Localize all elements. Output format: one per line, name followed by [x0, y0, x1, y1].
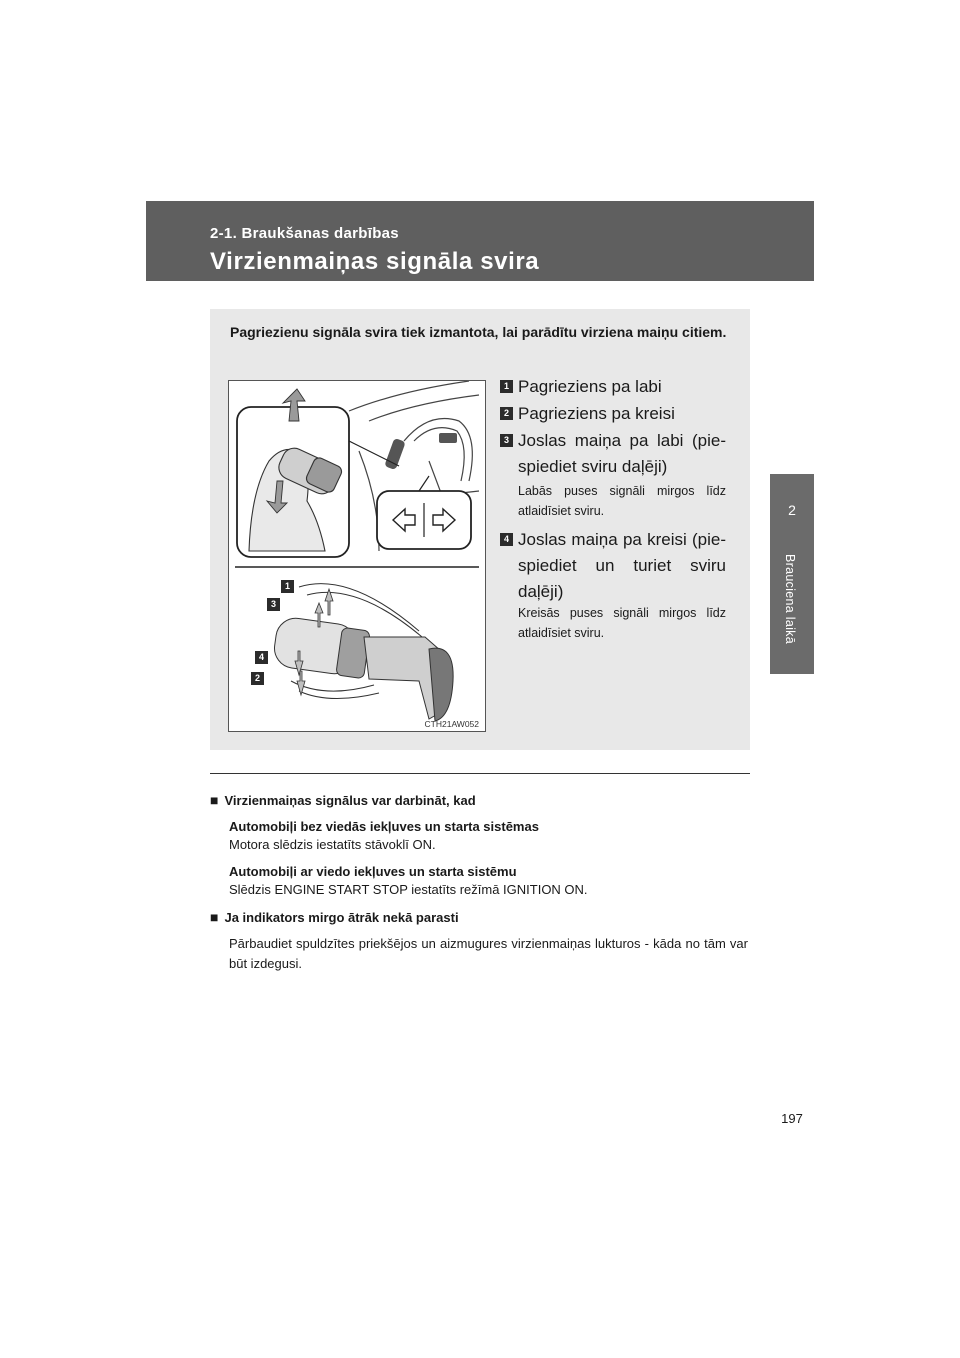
square-bullet-icon: ■ [210, 792, 219, 808]
figure-badge-1: 1 [281, 580, 294, 593]
figure-badge-4: 4 [255, 651, 268, 664]
chapter-label: Brauciena laikā [783, 554, 797, 644]
figure-code: CTH21AW052 [424, 719, 479, 729]
lever-illustration [228, 380, 486, 732]
legend-note-3: Labās puses signāli mirgos līdz atlaidīsiet sviru. [518, 484, 726, 518]
note-paragraph-2: Pārbaudiet spuldzītes priekšējos un aizmugures virzienmaiņas lukturos - kāda no tām var būt izdegusi. [229, 936, 748, 971]
header-band [146, 201, 814, 281]
note-heading-2 [210, 907, 459, 928]
note-heading-2-text: Ja indikators mirgo ātrāk nekā parasti [224, 910, 459, 925]
note-heading-1-text: Virzienmaiņas signālus var darbināt, kad [224, 793, 476, 808]
note-sub1-text: Motora slēdzis iestatīts stāvoklī ON. [229, 837, 436, 852]
note-sub1-title: Automobiļi bez viedās iekļuves un starta sistēmas [229, 819, 539, 834]
legend-text-3: Joslas maiņa pa labi (pie-spiediet sviru daļēji) [518, 431, 726, 476]
info-box [210, 309, 750, 750]
legend-text-2: Pagrieziens pa kreisi [518, 404, 675, 423]
page-title: Virzienmaiņas signāla svira [210, 248, 540, 275]
legend-text-1: Pagrieziens pa labi [518, 377, 662, 396]
lever-illustration-drawing [229, 381, 485, 731]
square-bullet-icon: ■ [210, 909, 219, 925]
intro-text: Pagriezienu signāla svira tiek izmantota, lai parādītu virziena maiņu citiem. [230, 324, 727, 340]
legend-badge-4: 4 [500, 533, 513, 546]
legend-badge-3: 3 [500, 434, 513, 447]
legend-badge-2: 2 [500, 407, 513, 420]
section-label: 2-1. Braukšanas darbības [210, 225, 399, 242]
note-sub2-title: Automobiļi ar viedo iekļuves un starta sistēmu [229, 864, 517, 879]
note-sub2-text: Slēdzis ENGINE START STOP iestatīts režīmā IGNITION ON. [229, 882, 588, 897]
chapter-number: 2 [788, 502, 796, 518]
legend-note-4: Kreisās puses signāli mirgos līdz atlaidīsiet sviru. [518, 606, 726, 640]
figure-badge-2: 2 [251, 672, 264, 685]
chapter-side-tab[interactable] [770, 474, 814, 674]
legend-text-4: Joslas maiņa pa kreisi (pie-spiediet un turiet sviru daļēji) [518, 530, 726, 601]
note-heading-1 [210, 790, 476, 811]
section-divider [210, 773, 750, 774]
figure-badge-3: 3 [267, 598, 280, 611]
page-number: 197 [781, 1111, 803, 1126]
legend-badge-1: 1 [500, 380, 513, 393]
